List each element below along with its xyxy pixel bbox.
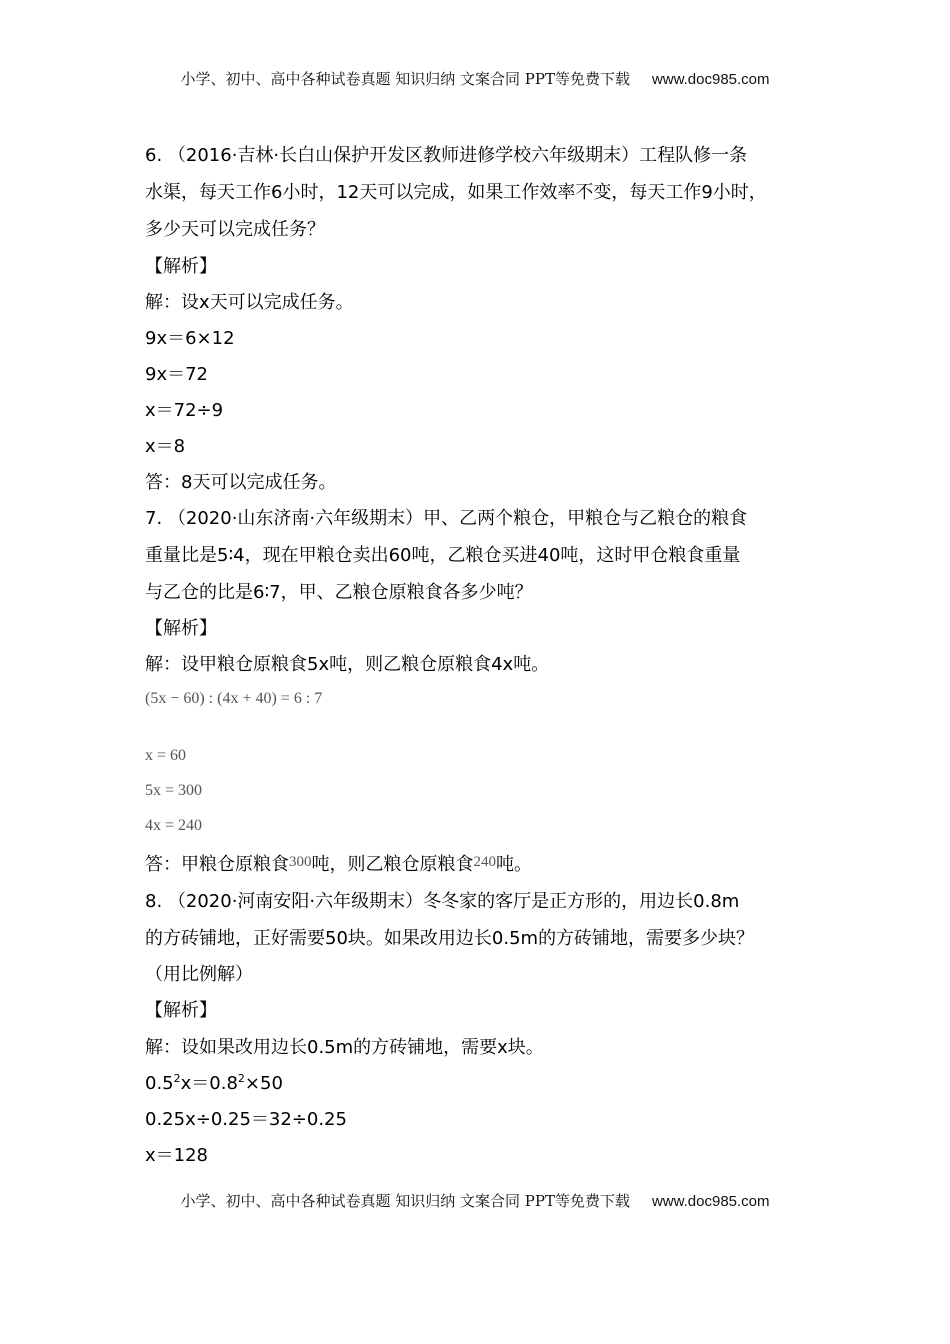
q8-step2-part-a: 0.5 <box>145 1073 174 1094</box>
q6-step5: x＝8 <box>145 436 186 457</box>
q7-step1: 解：设甲粮仓原粮食5x吨，则乙粮仓原粮食4x吨。 <box>145 654 550 675</box>
q7-answer-value-2: 240 <box>473 854 496 870</box>
q7-answer-part-c: 吨。 <box>496 854 532 875</box>
q7-answer-part-a: 答：甲粮仓原粮食 <box>145 854 289 875</box>
q6-line2: 水渠，每天工作6小时，12天可以完成，如果工作效率不变，每天工作9小时， <box>145 182 767 203</box>
q6-step2: 9x＝6×12 <box>145 328 235 349</box>
q8-step4: x＝128 <box>145 1145 209 1166</box>
q6-line1: 6. （2016·吉林·长白山保护开发区教师进修学校六年级期末）工程队修一条 <box>145 145 748 166</box>
q6-step4: x＝72÷9 <box>145 400 224 421</box>
page-header <box>0 68 950 89</box>
q7-answer-value-1: 300 <box>289 854 312 870</box>
q8-step2-part-b: x＝0.8 <box>180 1073 238 1094</box>
q7-line2: 重量比是5∶4，现在甲粮仓卖出60吨，乙粮仓买进40吨，这时甲仓粮食重量 <box>145 545 741 566</box>
q8-step2-exponent-2: 2 <box>237 1072 245 1085</box>
q8-line2: 的方砖铺地，正好需要50块。如果改用边长0.5m的方砖铺地，需要多少块？ <box>145 928 755 949</box>
q7-line1: 7. （2020·山东济南·六年级期末）甲、乙两个粮仓，甲粮仓与乙粮仓的粮食 <box>145 508 748 529</box>
footer-url[interactable]: www.doc985.com <box>651 1193 770 1210</box>
q6-step3: 9x＝72 <box>145 364 209 385</box>
q7-analysis-heading: 【解析】 <box>145 618 217 639</box>
q6-line3: 多少天可以完成任务？ <box>145 219 325 240</box>
q6-analysis-heading: 【解析】 <box>145 256 217 277</box>
q8-line1: 8. （2020·河南安阳·六年级期末）冬冬家的客厅是正方形的，用边长0.8m <box>145 891 740 912</box>
q7-solution-5x: 5x = 300 <box>145 782 203 799</box>
header-text: 小学、初中、高中各种试卷真题 知识归纳 文案合同 PPT等免费下载 <box>180 70 630 88</box>
q8-analysis-heading: 【解析】 <box>145 1000 217 1021</box>
q8-line3: （用比例解） <box>145 964 253 985</box>
q7-answer-part-b: 吨，则乙粮仓原粮食 <box>311 854 474 875</box>
q8-step2 <box>145 1072 283 1098</box>
q7-line3: 与乙仓的比是6∶7，甲、乙粮仓原粮食各多少吨？ <box>145 582 533 603</box>
q6-step1: 解：设x天可以完成任务。 <box>145 292 354 313</box>
q8-step1: 解：设如果改用边长0.5m的方砖铺地，需要x块。 <box>145 1037 544 1058</box>
q8-step2-exponent-1: 2 <box>173 1072 181 1085</box>
q8-step3: 0.25x÷0.25＝32÷0.25 <box>145 1109 347 1130</box>
q7-equation: (5x − 60) : (4x + 40) = 6 : 7 <box>145 690 323 707</box>
q7-answer <box>145 853 532 878</box>
header-url[interactable]: www.doc985.com <box>651 71 770 88</box>
q7-solution-x: x = 60 <box>145 747 187 764</box>
footer-text: 小学、初中、高中各种试卷真题 知识归纳 文案合同 PPT等免费下载 <box>180 1192 630 1210</box>
q7-solution-4x: 4x = 240 <box>145 817 203 834</box>
q6-answer: 答：8天可以完成任务。 <box>145 472 337 493</box>
page-footer <box>0 1190 950 1211</box>
q8-step2-part-c: ×50 <box>244 1073 283 1094</box>
